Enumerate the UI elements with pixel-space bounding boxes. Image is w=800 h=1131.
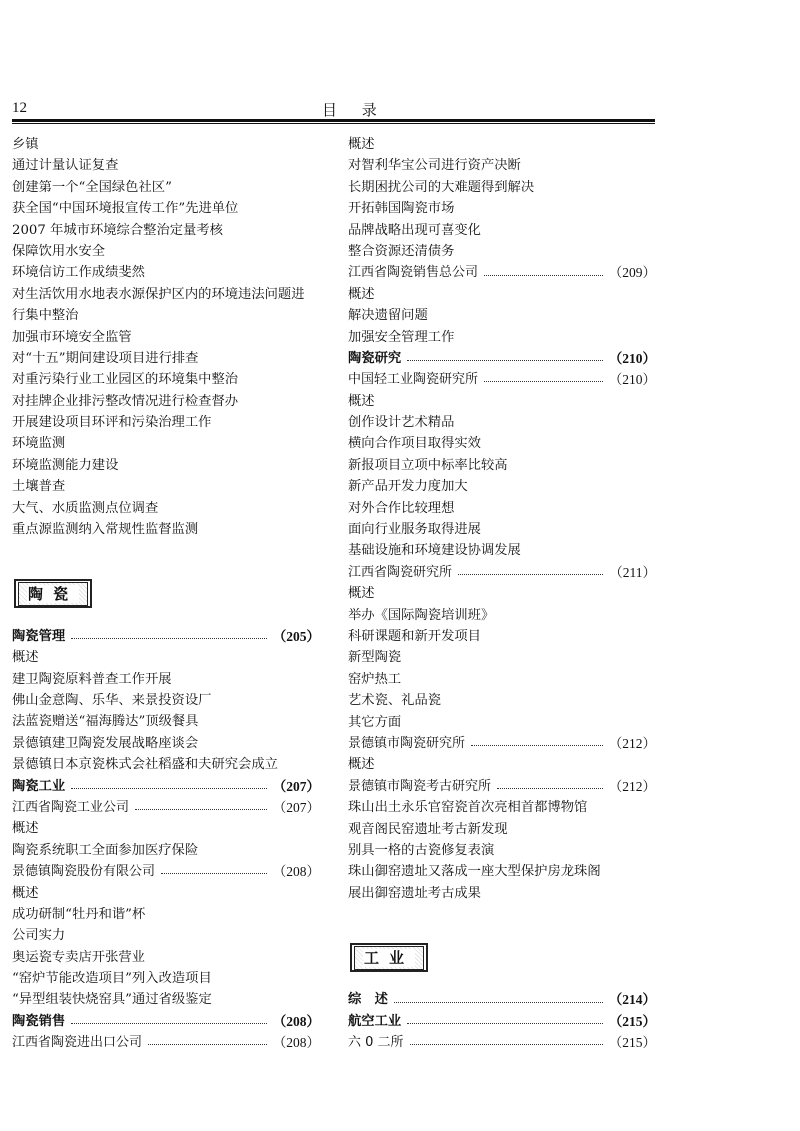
toc-page-number: （207） <box>272 778 320 794</box>
toc-entry-text: 奥运瓷专卖店开张营业 <box>12 949 145 965</box>
toc-entry <box>12 754 320 775</box>
toc-entry-text: 观音阁民窑遗址考古新发现 <box>348 821 508 837</box>
toc-entry <box>348 412 656 433</box>
toc-entry <box>348 712 656 733</box>
toc-entry <box>348 669 656 690</box>
left-column <box>12 134 320 1054</box>
toc-organization <box>348 262 656 283</box>
leader-dots <box>71 1023 267 1024</box>
leader-dots <box>471 745 603 746</box>
toc-entry-text: 珠山御窑遗址又落成一座大型保护房龙珠阁 <box>348 864 601 880</box>
toc-entry-text: 陶瓷销售 <box>12 1013 66 1029</box>
toc-entry-text: 新报项目立项中标率比较高 <box>348 457 508 473</box>
toc-entry <box>12 305 320 326</box>
toc-entry-text: 江西省陶瓷研究所 <box>348 564 453 580</box>
toc-entry <box>348 647 656 668</box>
toc-entry-text: 对“十五”期间建设项目进行排查 <box>12 350 199 366</box>
toc-entry <box>348 155 656 176</box>
leader-dots <box>135 809 267 810</box>
toc-category <box>12 1011 320 1032</box>
toc-entry-text: 品牌战略出现可喜变化 <box>348 222 481 238</box>
leader-dots <box>407 360 603 361</box>
toc-entry <box>12 989 320 1010</box>
section-badge <box>14 579 92 608</box>
toc-entry <box>12 947 320 968</box>
leader-dots <box>410 1044 603 1045</box>
section-badge-frame <box>18 582 88 606</box>
toc-entry-text: 陶瓷系统职工全面参加医疗保险 <box>12 842 199 858</box>
toc-page-number: （210） <box>608 372 656 388</box>
toc-entry-text: 公司实力 <box>12 928 66 944</box>
toc-entry-text: 长期困扰公司的大难题得到解决 <box>348 179 535 195</box>
toc-entry <box>12 134 320 155</box>
toc-entry <box>348 327 656 348</box>
toc-entry-text: 加强市环境安全监管 <box>12 329 132 345</box>
leader-dots <box>71 638 267 639</box>
toc-organization <box>348 369 656 390</box>
toc-entry <box>348 540 656 561</box>
toc-entry <box>12 904 320 925</box>
section-title: 工业 <box>364 948 415 967</box>
toc-entry <box>348 797 656 818</box>
leader-dots <box>161 873 267 874</box>
section-badge <box>350 943 428 972</box>
toc-page-number: （215） <box>608 1013 656 1029</box>
header-rule-thick <box>12 119 655 122</box>
toc-entry-text: 创作设计艺术精品 <box>348 415 455 431</box>
toc-entry-text: 基础设施和环境建设协调发展 <box>348 543 521 559</box>
toc-organization <box>12 861 320 882</box>
toc-entry-text: 科研课题和新开发项目 <box>348 628 481 644</box>
toc-entry-text: “窑炉节能改造项目”列入改造项目 <box>12 971 212 987</box>
toc-entry <box>348 305 656 326</box>
toc-entry <box>12 733 320 754</box>
toc-organization <box>348 1032 656 1053</box>
toc-entry-text: 陶瓷工业 <box>12 778 66 794</box>
section-spacer <box>12 540 320 561</box>
toc-entry <box>348 177 656 198</box>
toc-entry <box>348 519 656 540</box>
toc-entry <box>12 369 320 390</box>
toc-entry <box>348 840 656 861</box>
page-header <box>12 100 655 118</box>
toc-entry <box>12 840 320 861</box>
toc-entry <box>12 968 320 989</box>
toc-entry-text: 举办《国际陶瓷培训班》 <box>348 607 495 623</box>
toc-entry-text: 开展建设项目环评和污染治理工作 <box>12 415 212 431</box>
toc-entry <box>348 819 656 840</box>
toc-entry <box>12 262 320 283</box>
toc-entry <box>348 220 656 241</box>
toc-entry <box>12 690 320 711</box>
toc-entry-text: 创建第一个“全国绿色社区” <box>12 179 172 195</box>
toc-entry-text: 佛山金意陶、乐华、来景投资设厂 <box>12 692 212 708</box>
toc-page-number: （207） <box>272 799 320 815</box>
toc-page-number: （208） <box>272 864 320 880</box>
toc-entry <box>12 455 320 476</box>
toc-entry-text: 艺术瓷、礼品瓷 <box>348 693 442 709</box>
toc-entry <box>12 519 320 540</box>
toc-entry-text: 中国轻工业陶瓷研究所 <box>348 372 479 388</box>
toc-entry-text: 环境监测 <box>12 436 66 452</box>
toc-entry-text: 对智利华宝公司进行资产决断 <box>348 158 521 174</box>
toc-page-number: （215） <box>608 1035 656 1051</box>
section-heading <box>348 925 656 989</box>
toc-category <box>348 1011 656 1032</box>
toc-organization <box>348 776 656 797</box>
toc-entry <box>348 605 656 626</box>
toc-entry-text: 环境监测能力建设 <box>12 457 119 473</box>
toc-entry-text: 新产品开发力度加大 <box>348 479 468 495</box>
toc-page-number: （214） <box>608 992 656 1008</box>
toc-entry-text: 新型陶瓷 <box>348 650 402 666</box>
toc-entry <box>12 327 320 348</box>
toc-entry-text: 概述 <box>348 757 375 773</box>
toc-entry-text: 面向行业服务取得进展 <box>348 522 481 538</box>
toc-entry <box>12 647 320 668</box>
toc-entry-text: 重点源监测纳入常规性监督监测 <box>12 522 199 538</box>
toc-entry-text: 景德镇陶瓷股份有限公司 <box>12 864 156 880</box>
toc-entry-text: 保障饮用水安全 <box>12 243 106 259</box>
toc-entry-text: 景德镇日本京瓷株式会社稻盛和夫研究会成立 <box>12 757 278 773</box>
toc-entry-text: 加强安全管理工作 <box>348 329 455 345</box>
toc-entry-text: 六 0 二所 <box>348 1035 404 1051</box>
toc-entry-text: 综 述 <box>348 992 388 1008</box>
toc-entry <box>348 498 656 519</box>
toc-entry-text: 江西省陶瓷销售总公司 <box>348 265 479 281</box>
toc-organization <box>348 733 656 754</box>
toc-entry-text: 解决遗留问题 <box>348 308 428 324</box>
page-number: 12 <box>12 100 27 116</box>
toc-entry-text: 对外合作比较理想 <box>348 500 455 516</box>
toc-entry-text: 景德镇市陶瓷考古研究所 <box>348 778 492 794</box>
toc-entry-text: 江西省陶瓷工业公司 <box>12 799 130 815</box>
toc-entry-text: 江西省陶瓷进出口公司 <box>12 1035 143 1051</box>
toc-entry-text: 环境信访工作成绩斐然 <box>12 265 145 281</box>
toc-entry-text: 景德镇建卫陶瓷发展战略座谈会 <box>12 735 199 751</box>
leader-dots <box>484 381 603 382</box>
toc-entry <box>12 669 320 690</box>
toc-entry <box>12 818 320 839</box>
toc-entry <box>348 583 656 604</box>
toc-entry-text: 概述 <box>12 821 39 837</box>
toc-entry <box>348 241 656 262</box>
leader-dots <box>394 1002 603 1003</box>
toc-organization <box>348 562 656 583</box>
right-column <box>348 134 656 1054</box>
toc-entry <box>348 754 656 775</box>
toc-entry-text: 2007 年城市环境综合整治定量考核 <box>12 222 223 238</box>
toc-entry-text: 概述 <box>348 393 375 409</box>
toc-entry <box>12 198 320 219</box>
toc-category <box>348 348 656 369</box>
toc-entry-text: 陶瓷管理 <box>12 628 66 644</box>
toc-entry-text: 航空工业 <box>348 1013 402 1029</box>
toc-entry-text: 概述 <box>348 586 375 602</box>
leader-dots <box>484 275 603 276</box>
toc-entry <box>12 883 320 904</box>
toc-page-number: （205） <box>272 628 320 644</box>
toc-entry-text: “异型组装快烧窑具”通过省级鉴定 <box>12 992 212 1008</box>
toc-entry-text: 概述 <box>12 650 39 666</box>
toc-page-number: （209） <box>608 265 656 281</box>
section-title: 陶瓷 <box>28 585 79 604</box>
toc-entry-text: 对重污染行业工业园区的环境集中整治 <box>12 372 239 388</box>
leader-dots <box>497 788 603 789</box>
toc-entry-text: 对挂牌企业排污整改情况进行检查督办 <box>12 393 239 409</box>
toc-entry <box>348 284 656 305</box>
toc-entry <box>12 284 320 305</box>
leader-dots <box>71 788 267 789</box>
toc-entry-text: 建卫陶瓷原料普查工作开展 <box>12 671 172 687</box>
leader-dots <box>148 1044 267 1045</box>
toc-entry-text: 通过计量认证复查 <box>12 158 119 174</box>
section-heading <box>12 562 320 626</box>
section-badge-frame <box>354 946 424 970</box>
toc-entry-text: 概述 <box>12 885 39 901</box>
toc-entry-text: 法蓝瓷赠送“福海腾达”顶级餐具 <box>12 714 199 730</box>
toc-entry <box>348 134 656 155</box>
toc-entry-text: 获全国“中国环境报宣传工作”先进单位 <box>12 201 239 217</box>
toc-entry-text: 行集中整治 <box>12 308 79 324</box>
toc-entry <box>12 925 320 946</box>
toc-entry <box>348 433 656 454</box>
toc-entry-text: 珠山出土永乐官窑瓷首次亮相首都博物馆 <box>348 800 588 816</box>
toc-entry <box>12 241 320 262</box>
toc-entry <box>12 177 320 198</box>
toc-entry <box>348 476 656 497</box>
toc-page-number: （212） <box>608 778 656 794</box>
toc-page-number: （212） <box>608 735 656 751</box>
section-spacer <box>348 904 656 925</box>
toc-entry <box>348 455 656 476</box>
toc-entry-text: 其它方面 <box>348 714 402 730</box>
toc-entry <box>348 883 656 904</box>
toc-entry-text: 对生活饮用水地表水源保护区内的环境违法问题进 <box>12 286 305 302</box>
page-title: 目 录 <box>322 101 387 119</box>
toc-organization <box>12 1032 320 1053</box>
toc-entry <box>12 348 320 369</box>
toc-entry-text: 成功研制“牡丹和谐”杯 <box>12 906 146 922</box>
toc-category <box>12 776 320 797</box>
toc-entry-text: 概述 <box>348 137 375 152</box>
toc-entry <box>12 476 320 497</box>
toc-page-number: （211） <box>609 564 656 580</box>
toc-entry-text: 别具一格的古瓷修复表演 <box>348 842 495 858</box>
toc-entry-text: 窑炉热工 <box>348 671 402 687</box>
toc-entry-text: 整合资源还清债务 <box>348 243 455 259</box>
toc-entry <box>348 198 656 219</box>
toc-entry-text: 开拓韩国陶瓷市场 <box>348 201 455 217</box>
toc-organization <box>12 797 320 818</box>
toc-entry-text: 大气、水质监测点位调查 <box>12 500 159 516</box>
toc-entry <box>12 711 320 732</box>
toc-page-number: （208） <box>272 1035 320 1051</box>
toc-entry <box>12 412 320 433</box>
toc-entry-text: 概述 <box>348 286 375 302</box>
toc-entry-text: 土壤普查 <box>12 479 66 495</box>
toc-entry <box>12 433 320 454</box>
toc-entry-text: 横向合作项目取得实效 <box>348 436 481 452</box>
header-rule-thin <box>12 123 655 124</box>
toc-entry-text: 乡镇 <box>12 137 39 152</box>
toc-page-number: （208） <box>272 1013 320 1029</box>
toc-entry <box>348 391 656 412</box>
toc-entry <box>348 626 656 647</box>
toc-entry-text: 陶瓷研究 <box>348 350 402 366</box>
toc-entry <box>12 498 320 519</box>
toc-entry <box>12 220 320 241</box>
toc-page-number: （210） <box>608 350 656 366</box>
toc-entry <box>348 861 656 882</box>
toc-entry <box>348 690 656 711</box>
toc-category <box>348 989 656 1010</box>
toc-entry-text: 景德镇市陶瓷研究所 <box>348 735 466 751</box>
toc-entry <box>12 155 320 176</box>
leader-dots <box>458 574 603 575</box>
toc-category <box>12 626 320 647</box>
toc-entry-text: 展出御窑遗址考古成果 <box>348 885 481 901</box>
toc-entry <box>12 391 320 412</box>
leader-dots <box>407 1023 603 1024</box>
